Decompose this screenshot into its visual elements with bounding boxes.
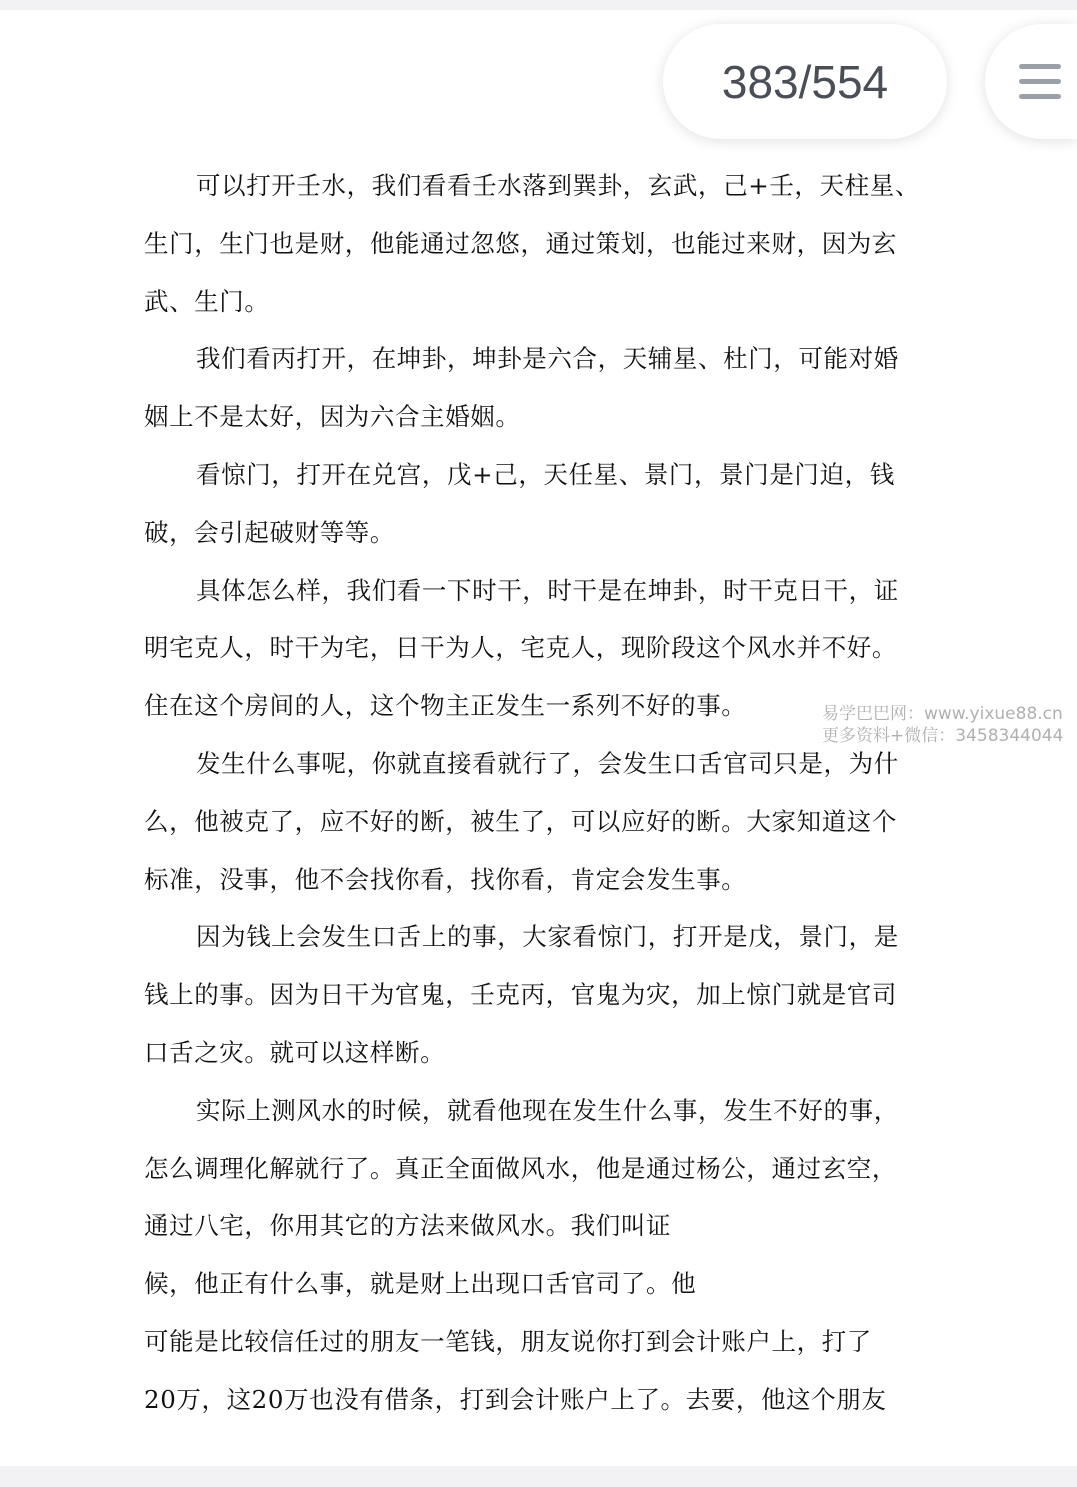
text-line: 么，他被克了，应不好的断，被生了，可以应好的断。大家知道这个 xyxy=(144,806,897,836)
page-number: 383/554 xyxy=(721,55,889,108)
text-line: 可能是比较信任过的朋友一笔钱，朋友说你打到会计账户上，打了 xyxy=(144,1327,872,1356)
text-line: 钱上的事。因为日干为官鬼，壬克丙，官鬼为灾，加上惊门就是官司 xyxy=(144,980,897,1010)
bottom-strip xyxy=(0,1466,1077,1487)
text-line: 标准，没事，他不会找你看，找你看，肯定会发生事。 xyxy=(144,864,747,894)
text-line: 具体怎么样，我们看一下时干，时干是在坤卦，时干克日干，证 xyxy=(196,575,899,605)
text-line: 住在这个房间的人，这个物主正发生一系列不好的事。 xyxy=(144,691,747,721)
text-line: 武、生门。 xyxy=(144,286,270,316)
text-line: 破，会引起破财等等。 xyxy=(144,517,395,547)
page-indicator[interactable] xyxy=(663,24,947,139)
text-line: 发生什么事呢，你就直接看就行了，会发生口舌官司只是，为什 xyxy=(196,749,899,778)
text-line: 生门，生门也是财，他能通过忽悠，通过策划，也能过来财，因为玄 xyxy=(144,228,897,258)
menu-button[interactable] xyxy=(985,24,1077,139)
text-line: 我们看丙打开，在坤卦，坤卦是六合，天辅星、杜门，可能对婚 xyxy=(196,344,899,374)
text-line: 明宅克人，时干为宅，日干为人，宅克人，现阶段这个风水并不好。 xyxy=(144,633,897,663)
text-line: 怎么调理化解就行了。真正全面做风水，他是通过杨公，通过玄空， xyxy=(144,1153,897,1183)
text-line: 看惊门，打开在兑宫，戊+己，天任星、景门，景门是门迫，钱 xyxy=(196,460,895,489)
text-line: 因为钱上会发生口舌上的事，大家看惊门，打开是戊，景门，是 xyxy=(196,922,899,952)
top-status-strip xyxy=(0,0,1077,10)
text-line: 口舌之灾。就可以这样断。 xyxy=(144,1038,446,1067)
text-line: 姻上不是太好，因为六合主婚姻。 xyxy=(144,402,521,432)
text-line: 实际上测风水的时候，就看他现在发生什么事，发生不好的事， xyxy=(196,1095,899,1125)
watermark-site: 易学巴巴网：www.yixue88.cn xyxy=(822,704,1063,724)
text-line: 20万，这20万也没有借条，打到会计账户上了。去要，他这个朋友 xyxy=(144,1384,887,1414)
text-line: 可以打开壬水，我们看看壬水落到巽卦，玄武，己+壬，天柱星、 xyxy=(196,171,920,200)
text-line: 候，他正有什么事，就是财上出现口舌官司了。他 xyxy=(144,1269,697,1299)
watermark-contact: 更多资料+微信：3458344044 xyxy=(822,726,1064,746)
text-line: 通过八宅，你用其它的方法来做风水。我们叫证 xyxy=(144,1211,672,1241)
